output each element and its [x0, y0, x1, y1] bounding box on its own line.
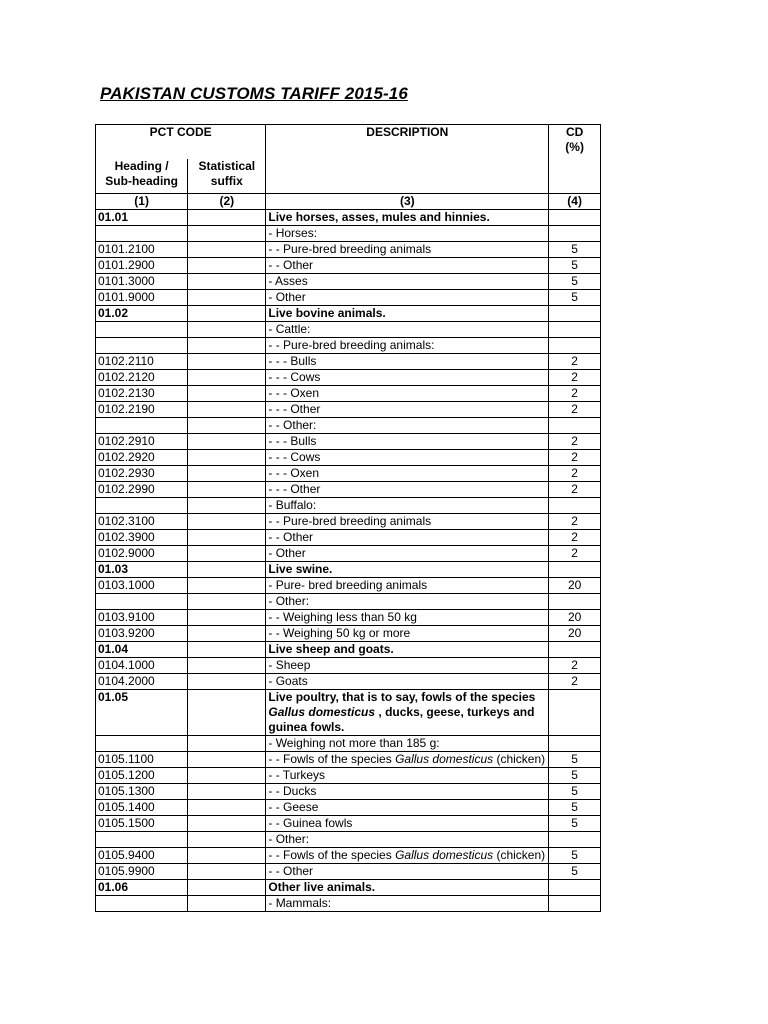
table-row — [96, 800, 601, 816]
cd-rate-cell — [549, 226, 601, 242]
statistical-suffix-cell — [188, 864, 266, 880]
description-cell: Other live animals. — [266, 880, 549, 896]
species-name: Gallus domesticus — [395, 752, 494, 766]
statistical-suffix-cell — [188, 226, 266, 242]
table-row — [96, 784, 601, 800]
pct-code-cell: 0102.2190 — [96, 402, 188, 418]
table-row — [96, 896, 601, 912]
cd-rate-cell: 5 — [549, 800, 601, 816]
pct-code-cell: 0101.3000 — [96, 274, 188, 290]
table-row — [96, 832, 601, 848]
cd-rate-cell: 5 — [549, 274, 601, 290]
table-row — [96, 402, 601, 418]
pct-code-cell: 0103.9100 — [96, 610, 188, 626]
table-row — [96, 306, 601, 322]
table-row — [96, 274, 601, 290]
pct-code-cell: 0102.3100 — [96, 514, 188, 530]
description-cell: Live swine. — [266, 562, 549, 578]
statistical-suffix-cell — [188, 674, 266, 690]
header-suffix — [188, 159, 266, 194]
statistical-suffix-cell — [188, 482, 266, 498]
cd-rate-cell: 2 — [549, 450, 601, 466]
header-row-numbers — [96, 194, 601, 210]
pct-code-cell: 0104.1000 — [96, 658, 188, 674]
pct-code-cell: 0104.2000 — [96, 674, 188, 690]
cd-rate-cell — [549, 736, 601, 752]
pct-code-cell — [96, 418, 188, 434]
description-text: (chicken) — [493, 848, 546, 862]
table-row — [96, 736, 601, 752]
statistical-suffix-cell — [188, 354, 266, 370]
cd-rate-cell — [549, 594, 601, 610]
header-cd — [549, 125, 601, 194]
table-row — [96, 370, 601, 386]
col-num-2: (2) — [188, 194, 266, 210]
table-row — [96, 848, 601, 864]
description-cell: - - - Other — [266, 482, 549, 498]
cd-rate-cell — [549, 896, 601, 912]
tariff-table — [95, 124, 601, 912]
pct-code-cell: 0102.9000 — [96, 546, 188, 562]
statistical-suffix-cell — [188, 768, 266, 784]
table-row — [96, 546, 601, 562]
table-row — [96, 768, 601, 784]
statistical-suffix-cell — [188, 402, 266, 418]
description-cell: - Other — [266, 290, 549, 306]
header-description: DESCRIPTION — [266, 125, 549, 194]
table-row — [96, 386, 601, 402]
statistical-suffix-cell — [188, 386, 266, 402]
statistical-suffix-cell — [188, 610, 266, 626]
description-cell: - Buffalo: — [266, 498, 549, 514]
table-row — [96, 816, 601, 832]
table-row — [96, 466, 601, 482]
description-cell: - Other — [266, 546, 549, 562]
statistical-suffix-cell — [188, 450, 266, 466]
statistical-suffix-cell — [188, 784, 266, 800]
statistical-suffix-cell — [188, 370, 266, 386]
pct-code-cell: 0105.1400 — [96, 800, 188, 816]
pct-code-cell — [96, 338, 188, 354]
pct-code-cell — [96, 498, 188, 514]
description-cell: Live bovine animals. — [266, 306, 549, 322]
table-row — [96, 258, 601, 274]
pct-code-cell: 0101.2900 — [96, 258, 188, 274]
header-suffix-line1: Statistical — [198, 159, 256, 173]
cd-rate-cell — [549, 562, 601, 578]
statistical-suffix-cell — [188, 514, 266, 530]
cd-rate-cell: 2 — [549, 546, 601, 562]
table-row — [96, 434, 601, 450]
table-row — [96, 690, 601, 736]
cd-rate-cell: 5 — [549, 752, 601, 768]
description-cell: - - Weighing less than 50 kg — [266, 610, 549, 626]
description-cell: - - Other — [266, 530, 549, 546]
pct-code-cell: 01.05 — [96, 690, 188, 736]
table-row — [96, 578, 601, 594]
pct-code-cell: 0102.2910 — [96, 434, 188, 450]
description-cell: - - Pure-bred breeding animals — [266, 242, 549, 258]
pct-code-cell: 0105.9900 — [96, 864, 188, 880]
statistical-suffix-cell — [188, 594, 266, 610]
table-row — [96, 450, 601, 466]
description-cell: - Horses: — [266, 226, 549, 242]
statistical-suffix-cell — [188, 626, 266, 642]
cd-rate-cell: 2 — [549, 466, 601, 482]
description-text: - - Fowls of the species — [268, 848, 396, 862]
statistical-suffix-cell — [188, 690, 266, 736]
statistical-suffix-cell — [188, 562, 266, 578]
pct-code-cell — [96, 736, 188, 752]
table-row — [96, 338, 601, 354]
table-row — [96, 752, 601, 768]
pct-code-cell: 0102.3900 — [96, 530, 188, 546]
cd-rate-cell: 5 — [549, 816, 601, 832]
table-row — [96, 610, 601, 626]
description-cell: - Other: — [266, 832, 549, 848]
statistical-suffix-cell — [188, 642, 266, 658]
pct-code-cell — [96, 226, 188, 242]
description-cell: Live sheep and goats. — [266, 642, 549, 658]
description-cell: - - - Other — [266, 402, 549, 418]
pct-code-cell: 0103.9200 — [96, 626, 188, 642]
statistical-suffix-cell — [188, 306, 266, 322]
header-suffix-line2: suffix — [210, 174, 243, 188]
table-row — [96, 354, 601, 370]
cd-rate-cell — [549, 498, 601, 514]
species-name: Gallus domesticus — [395, 848, 494, 862]
description-cell: - Weighing not more than 185 g: — [266, 736, 549, 752]
pct-code-cell: 0101.2100 — [96, 242, 188, 258]
description-cell: - - - Bulls — [266, 434, 549, 450]
statistical-suffix-cell — [188, 832, 266, 848]
col-num-3: (3) — [266, 194, 549, 210]
pct-code-cell: 0105.1100 — [96, 752, 188, 768]
statistical-suffix-cell — [188, 338, 266, 354]
description-text: , ducks, geese, turkeys and guinea fowls. — [268, 705, 535, 734]
description-cell: - - Pure-bred breeding animals — [266, 514, 549, 530]
cd-rate-cell: 2 — [549, 386, 601, 402]
statistical-suffix-cell — [188, 258, 266, 274]
description-cell: - - Turkeys — [266, 768, 549, 784]
statistical-suffix-cell — [188, 736, 266, 752]
table-row — [96, 562, 601, 578]
cd-rate-cell: 5 — [549, 864, 601, 880]
statistical-suffix-cell — [188, 896, 266, 912]
pct-code-cell — [96, 594, 188, 610]
header-heading-line2: Sub-heading — [105, 174, 178, 188]
statistical-suffix-cell — [188, 274, 266, 290]
cd-rate-cell: 5 — [549, 290, 601, 306]
description-cell: - - - Oxen — [266, 466, 549, 482]
cd-rate-cell: 20 — [549, 578, 601, 594]
header-cd-line1: CD — [565, 125, 584, 139]
table-row — [96, 642, 601, 658]
statistical-suffix-cell — [188, 578, 266, 594]
header-heading-line1: Heading / — [114, 159, 169, 173]
table-row — [96, 226, 601, 242]
description-cell: - - Ducks — [266, 784, 549, 800]
cd-rate-cell — [549, 642, 601, 658]
cd-rate-cell — [549, 418, 601, 434]
pct-code-cell: 01.04 — [96, 642, 188, 658]
header-pct-code: PCT CODE — [96, 125, 266, 160]
description-text: - - Fowls of the species — [268, 752, 396, 766]
table-row — [96, 880, 601, 896]
description-cell: - - Other: — [266, 418, 549, 434]
pct-code-cell: 0102.2920 — [96, 450, 188, 466]
cd-rate-cell: 5 — [549, 768, 601, 784]
statistical-suffix-cell — [188, 848, 266, 864]
table-row — [96, 530, 601, 546]
cd-rate-cell: 20 — [549, 610, 601, 626]
cd-rate-cell — [549, 210, 601, 226]
statistical-suffix-cell — [188, 546, 266, 562]
pct-code-cell — [96, 322, 188, 338]
pct-code-cell: 0102.2990 — [96, 482, 188, 498]
pct-code-cell: 0105.1300 — [96, 784, 188, 800]
cd-rate-cell: 2 — [549, 434, 601, 450]
statistical-suffix-cell — [188, 880, 266, 896]
cd-rate-cell: 2 — [549, 530, 601, 546]
cd-rate-cell: 20 — [549, 626, 601, 642]
cd-rate-cell: 2 — [549, 402, 601, 418]
header-heading — [96, 159, 188, 194]
statistical-suffix-cell — [188, 530, 266, 546]
description-cell: - - Pure-bred breeding animals: — [266, 338, 549, 354]
description-cell: - Sheep — [266, 658, 549, 674]
table-row — [96, 498, 601, 514]
header-cd-line2: (%) — [565, 140, 584, 154]
table-row — [96, 658, 601, 674]
description-cell: - - - Oxen — [266, 386, 549, 402]
statistical-suffix-cell — [188, 418, 266, 434]
cd-rate-cell: 2 — [549, 482, 601, 498]
table-row — [96, 210, 601, 226]
cd-rate-cell: 5 — [549, 848, 601, 864]
statistical-suffix-cell — [188, 242, 266, 258]
pct-code-cell: 0105.1200 — [96, 768, 188, 784]
description-text: (chicken) — [493, 752, 546, 766]
description-cell: - - - Cows — [266, 450, 549, 466]
pct-code-cell — [96, 896, 188, 912]
pct-code-cell: 0105.9400 — [96, 848, 188, 864]
description-cell: - - - Bulls — [266, 354, 549, 370]
header-row-top — [96, 125, 601, 160]
cd-rate-cell — [549, 322, 601, 338]
table-row — [96, 418, 601, 434]
pct-code-cell: 0102.2110 — [96, 354, 188, 370]
pct-code-cell: 01.06 — [96, 880, 188, 896]
description-cell: - - Weighing 50 kg or more — [266, 626, 549, 642]
description-cell: - - Other — [266, 258, 549, 274]
description-cell: - - Guinea fowls — [266, 816, 549, 832]
page-title: PAKISTAN CUSTOMS TARIFF 2015-16 — [100, 84, 408, 103]
statistical-suffix-cell — [188, 290, 266, 306]
cd-rate-cell: 5 — [549, 242, 601, 258]
statistical-suffix-cell — [188, 210, 266, 226]
pct-code-cell — [96, 832, 188, 848]
table-row — [96, 322, 601, 338]
col-num-4: (4) — [549, 194, 601, 210]
cd-rate-cell: 2 — [549, 370, 601, 386]
table-row — [96, 482, 601, 498]
cd-rate-cell — [549, 338, 601, 354]
description-cell: - Pure- bred breeding animals — [266, 578, 549, 594]
cd-rate-cell — [549, 832, 601, 848]
statistical-suffix-cell — [188, 498, 266, 514]
table-row — [96, 514, 601, 530]
statistical-suffix-cell — [188, 322, 266, 338]
description-cell: - Asses — [266, 274, 549, 290]
pct-code-cell: 01.03 — [96, 562, 188, 578]
pct-code-cell: 0102.2930 — [96, 466, 188, 482]
table-row — [96, 864, 601, 880]
pct-code-cell: 0101.9000 — [96, 290, 188, 306]
description-cell: - - - Cows — [266, 370, 549, 386]
description-cell — [266, 752, 549, 768]
cd-rate-cell: 2 — [549, 354, 601, 370]
cd-rate-cell: 5 — [549, 258, 601, 274]
description-cell: - - Other — [266, 864, 549, 880]
table-row — [96, 242, 601, 258]
cd-rate-cell: 5 — [549, 784, 601, 800]
cd-rate-cell — [549, 690, 601, 736]
description-cell — [266, 848, 549, 864]
description-cell: - Cattle: — [266, 322, 549, 338]
statistical-suffix-cell — [188, 800, 266, 816]
cd-rate-cell: 2 — [549, 658, 601, 674]
cd-rate-cell — [549, 880, 601, 896]
table-row — [96, 626, 601, 642]
description-cell — [266, 690, 549, 736]
statistical-suffix-cell — [188, 816, 266, 832]
statistical-suffix-cell — [188, 434, 266, 450]
cd-rate-cell: 2 — [549, 514, 601, 530]
description-cell: - Goats — [266, 674, 549, 690]
statistical-suffix-cell — [188, 466, 266, 482]
pct-code-cell: 01.02 — [96, 306, 188, 322]
description-cell: - - Geese — [266, 800, 549, 816]
description-cell: - Other: — [266, 594, 549, 610]
pct-code-cell: 0102.2130 — [96, 386, 188, 402]
col-num-1: (1) — [96, 194, 188, 210]
description-text: Live poultry, that is to say, fowls of the species — [268, 690, 536, 704]
pct-code-cell: 0102.2120 — [96, 370, 188, 386]
table-row — [96, 594, 601, 610]
pct-code-cell: 01.01 — [96, 210, 188, 226]
table-row — [96, 290, 601, 306]
cd-rate-cell: 2 — [549, 674, 601, 690]
table-row — [96, 674, 601, 690]
description-cell: Live horses, asses, mules and hinnies. — [266, 210, 549, 226]
statistical-suffix-cell — [188, 658, 266, 674]
pct-code-cell: 0103.1000 — [96, 578, 188, 594]
statistical-suffix-cell — [188, 752, 266, 768]
cd-rate-cell — [549, 306, 601, 322]
pct-code-cell: 0105.1500 — [96, 816, 188, 832]
description-cell: - Mammals: — [266, 896, 549, 912]
species-name: Gallus domesticus — [268, 705, 376, 719]
